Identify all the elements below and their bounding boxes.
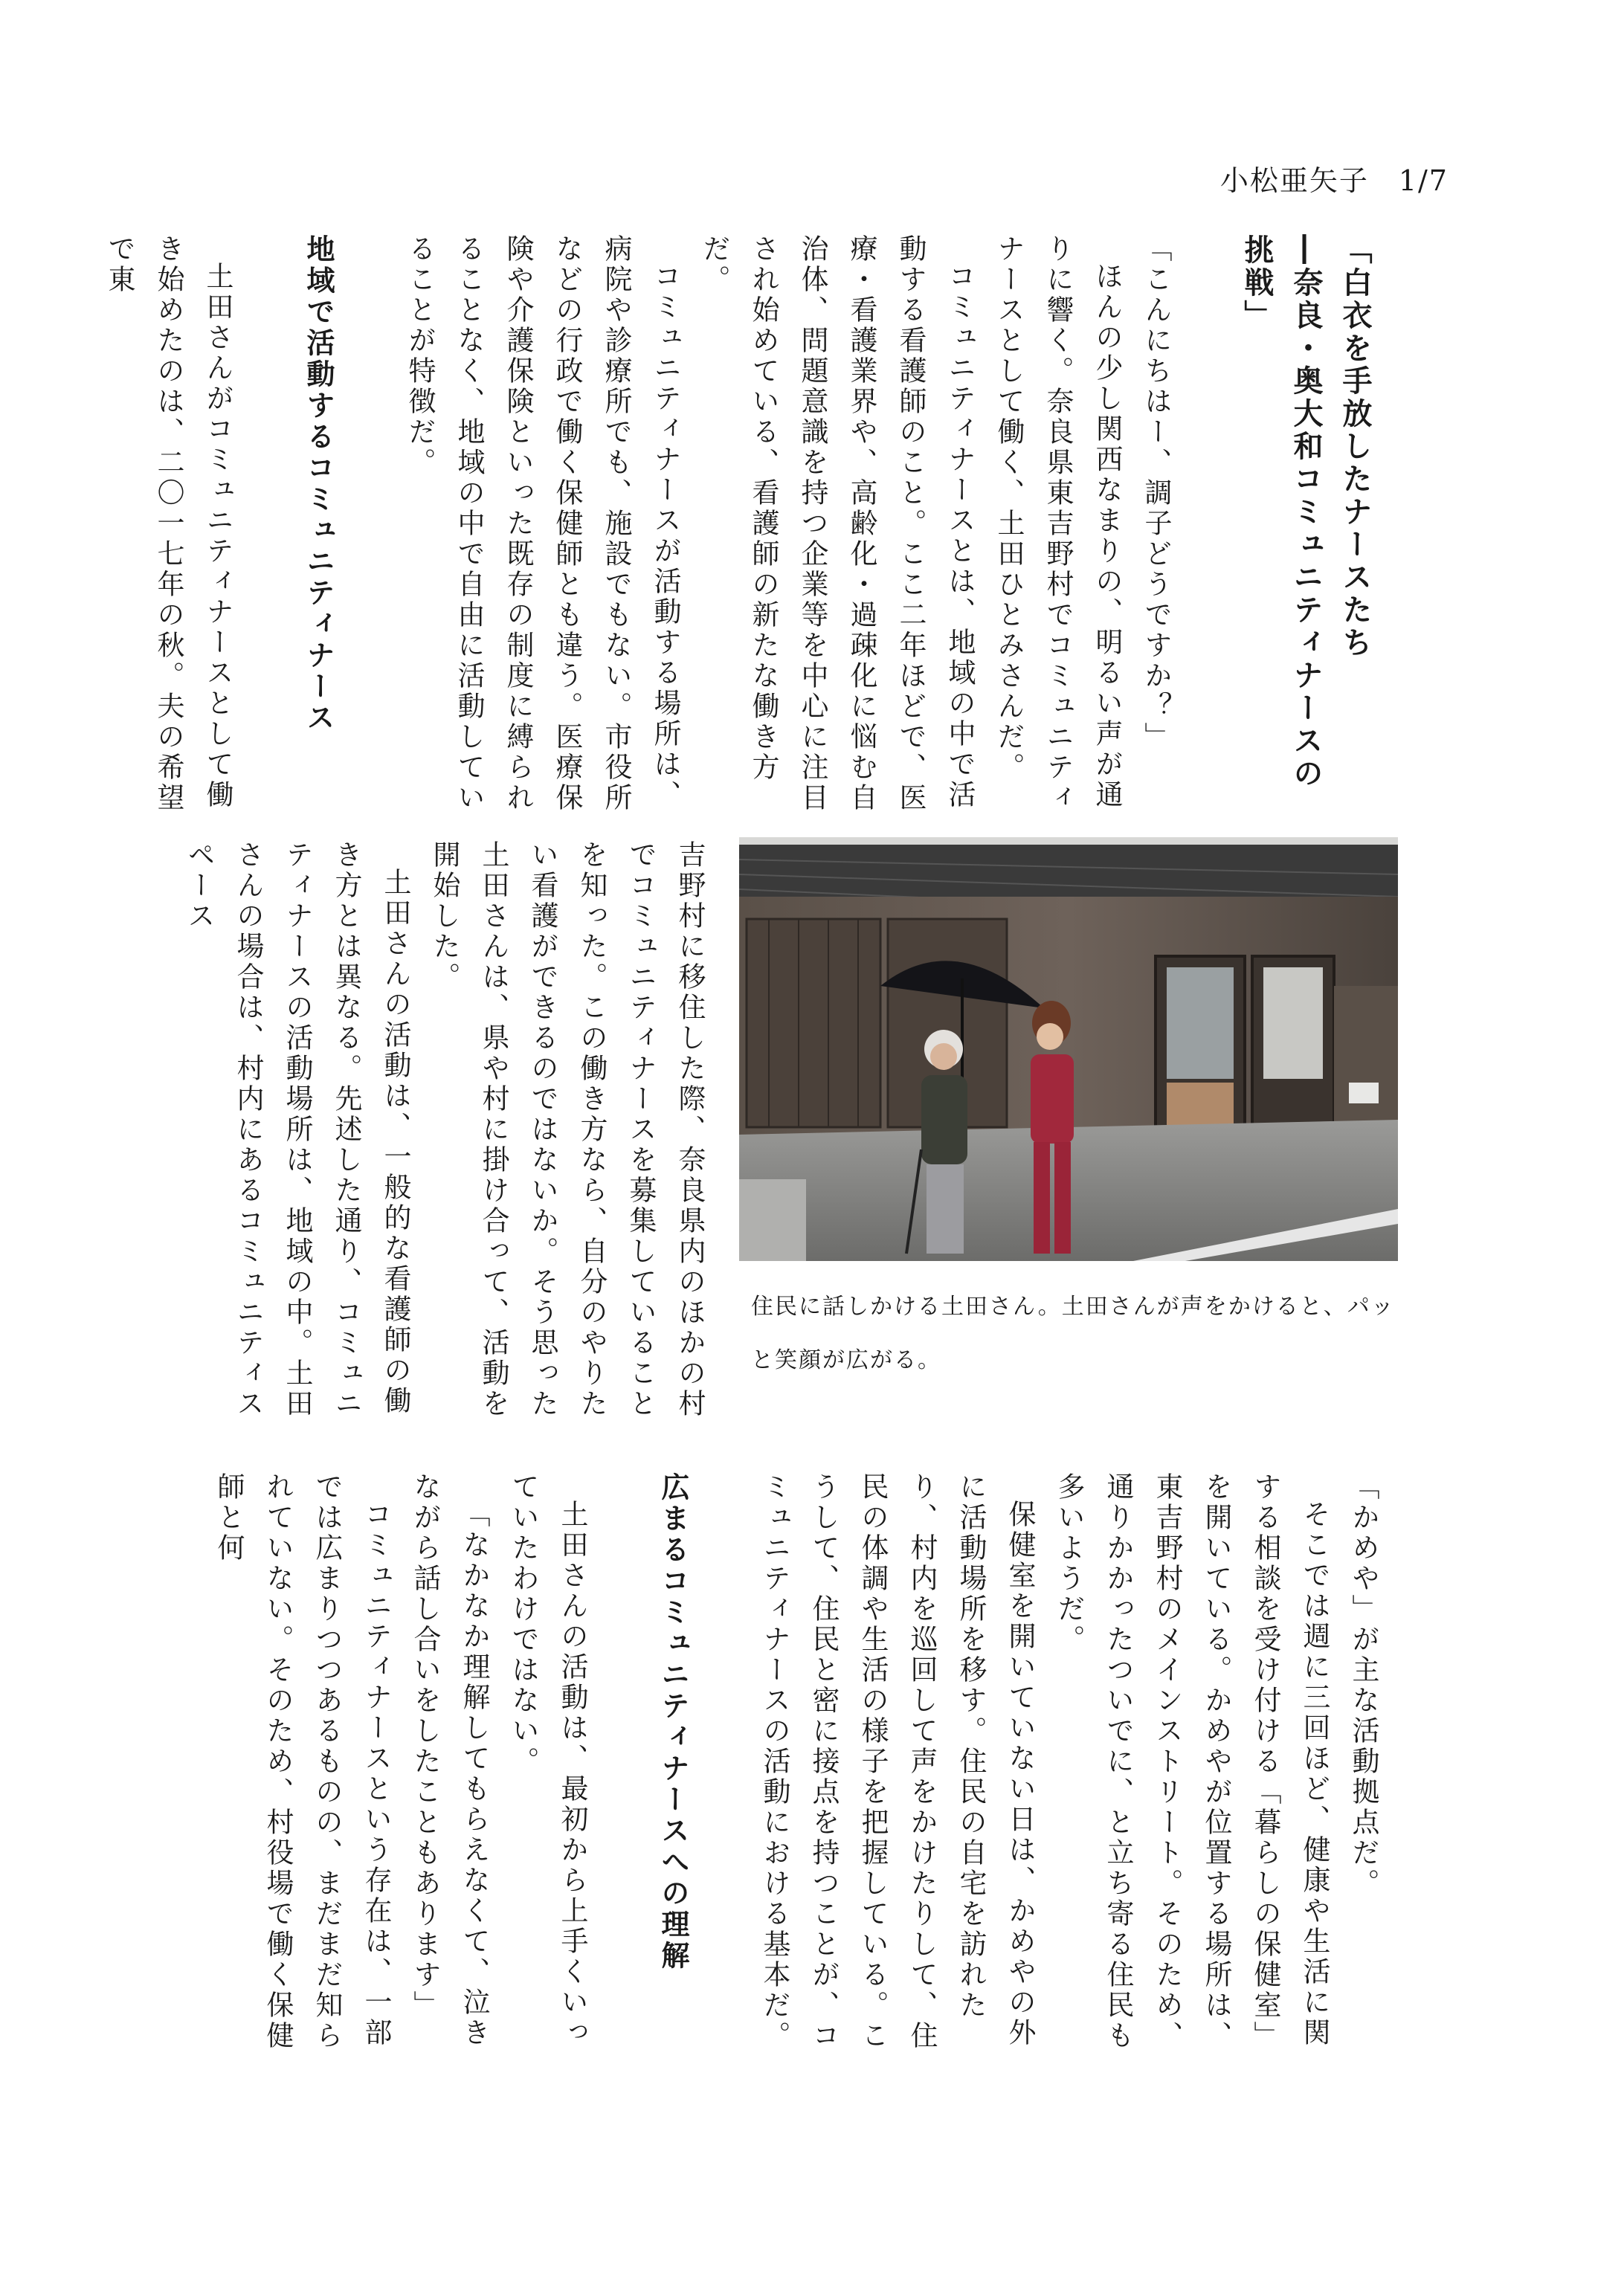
middle-section <box>183 840 714 1420</box>
section-heading: 地域で活動するコミュニティナース <box>302 234 335 734</box>
paragraph: 土田さんがコミュニティナースとして働き始めたのは、二〇一七年の秋。夫の希望で東 <box>103 234 233 813</box>
paragraph: 「なかなか理解してもらえなくて、泣きながら話し合いをしたこともあります」 <box>409 1472 490 2048</box>
top-section <box>103 234 1379 814</box>
article-title: 「白衣を手放したナースたち <box>1338 234 1372 660</box>
paragraph: 吉野村に移住した際、奈良県内のほかの村でコミュニティナースを募集していることを知った。この働き方なら、自分のやりたい看護ができるのではないか。そう思った土田さんは、県や村に掛け合って、活動を開始した。 <box>428 840 706 1419</box>
paragraph: 「かめや」が主な活動拠点だ。 <box>1347 1472 1379 1899</box>
paragraph: ほんの少し関西なまりの、明るい声が通りに響く。奈良県東吉野村でコミュニティナースとして働く、土田ひとみさんだ。 <box>993 234 1123 813</box>
page-header: 小松亜矢子 1/7 <box>1219 164 1449 197</box>
paragraph: 「こんにちはー、調子どうですか？」 <box>1140 234 1172 752</box>
paragraph: 保健室を開いていない日は、かめやの外に活動場所を移す。住民の自宅を訪れたり、村内を巡回して声をかけたりして、住民の体調や生活の様子を把握している。こうして、住民と密に接点を持つことが、コミュニティナースの活動における基本だ。 <box>758 1472 1036 2051</box>
paragraph: 土田さんの活動は、一般的な看護師の働き方とは異なる。先述した通り、コミュニティナースの活動場所は、地域の中。土田さんの場合は、村内にあるコミュニティスペース <box>183 840 411 1419</box>
paragraph: コミュニティナースとは、地域の中で活動する看護師のこと。ここ二年ほどで、医療・看護業界や、高齢化・過疎化に悩む自治体、問題意識を持つ企業等を中心に注目され始めている、看護師の新たな働き方だ。 <box>698 234 976 813</box>
spacer <box>596 1472 648 2067</box>
section-heading: 広まるコミュニティナースへの理解 <box>657 1472 689 1972</box>
spacer <box>697 1472 750 2067</box>
paragraph: そこでは週に三回ほど、健康や生活に関する相談を受け付ける「暮らしの保健室」を開いている。かめやが位置する場所は、東吉野村のメインストリート。そのため、通りかかったついでに、と立ち寄る住民も多いようだ。 <box>1053 1472 1330 2051</box>
article-photo <box>739 837 1398 1261</box>
photo-illustration <box>739 837 1398 1261</box>
spacer <box>242 234 294 814</box>
photo-caption: 住民に話しかける土田さん。土田さんが声をかけると、パッと笑顔が広がる。 <box>751 1294 1395 1373</box>
spacer <box>1180 234 1232 814</box>
paragraph: 土田さんの活動は、最初から上手くいっていたわけではない。 <box>507 1472 588 2048</box>
spacer <box>343 234 395 814</box>
article-subtitle: ―奈良・奥大和コミュニティナースの挑戦」 <box>1240 234 1323 790</box>
paragraph: コミュニティナースが活動する場所は、病院や診療所でも、施設でもない。市役所などの行政で働く保健師とも違う。医療保険や介護保険といった既存の制度に縛られることなく、地域の中で自由に活動していることが特徴だ。 <box>404 234 681 813</box>
bottom-section <box>213 1472 1388 2067</box>
paragraph: コミュニティナースという存在は、一部では広まりつつあるものの、まだまだ知られていない。そのため、村役場で働く保健師と何 <box>213 1472 392 2051</box>
